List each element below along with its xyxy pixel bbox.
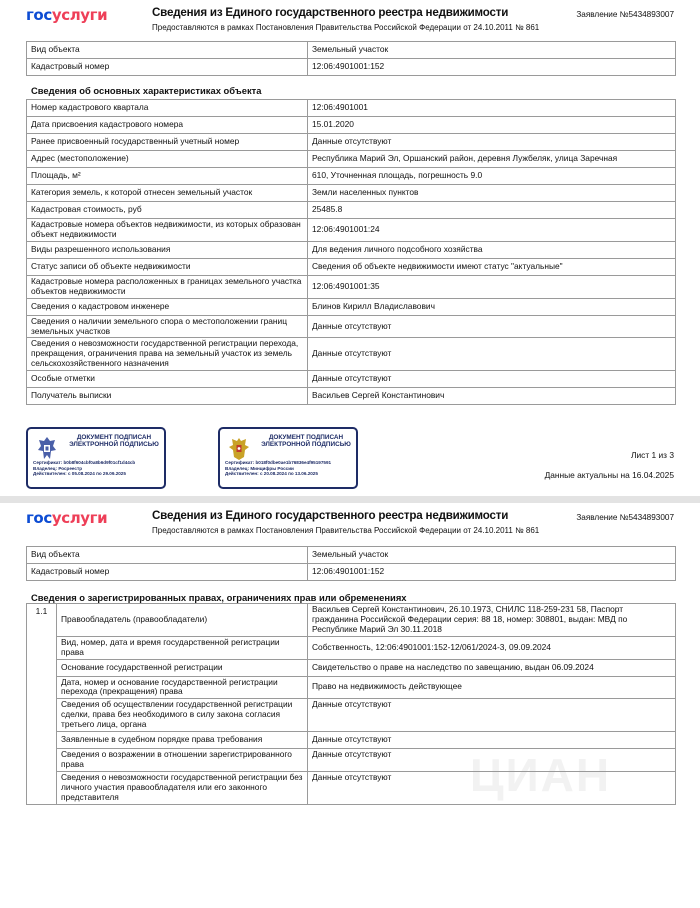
table-row: Вид, номер, дата и время государственной регистрации права Собственность, 12:06:4901001:152-12/061/2024-3, 09.09.2024: [27, 636, 676, 659]
table-row: Вид объекта Земельный участок: [27, 547, 676, 564]
table-row: Кадастровый номер 12:06:4901001:152: [27, 59, 676, 76]
table-row: Сведения о наличии земельного спора о местоположении границ земельных участков Данные отсутствуют: [27, 315, 676, 338]
table-row: Сведения о кадастровом инженере Блинов Кирилл Владиславович: [27, 298, 676, 315]
gosuslugi-logo: госуслуги: [26, 509, 108, 527]
russian-coat-of-arms-icon: [228, 435, 250, 463]
table-row: Вид объекта Земельный участок: [27, 42, 676, 59]
table-row: Особые отметки Данные отсутствуют: [27, 371, 676, 388]
electronic-signature-stamp-rosreestr: ДОКУМЕНТ ПОДПИСАН ЭЛЕКТРОННОЙ ПОДПИСЬЮ Сертификат: b0b8f604cbf0a8b6d9f01cf1d44cb Владелец: Росреестр Действителен: с 05.08.2024 по 29.09.2025: [26, 427, 166, 489]
rights-table: [26, 603, 676, 805]
page-header: [0, 503, 700, 541]
table-row: Сведения об осуществлении государственной регистрации сделки, права без необходимого в силу закона согласия третьего лица, органа Данные отсутствуют: [27, 699, 676, 732]
page-number: Лист 1 из 3: [630, 450, 674, 460]
document-title: Сведения из Единого государственного реестра недвижимости: [152, 6, 509, 19]
object-identity-table: [26, 546, 676, 581]
main-characteristics-heading: Сведения об основных характеристиках объекта: [31, 85, 262, 96]
application-number: Заявление №5434893007: [576, 10, 674, 19]
table-row: Кадастровые номера объектов недвижимости, из которых образован объект недвижимости 12:06:4901001:24: [27, 219, 676, 242]
data-actual-date: Данные актуальны на 16.04.2025: [544, 470, 674, 480]
table-row: Сведения о невозможности государственной регистрации без личного участия правообладателя или его законного представителя Данные отсутствуют: [27, 771, 676, 804]
object-identity-table: [26, 41, 676, 76]
table-row: Площадь, м² 610, Уточненная площадь, погрешность 9.0: [27, 168, 676, 185]
table-row: Сведения о невозможности государственной регистрации перехода, прекращения, ограничения права на земельный участок из земель сельскохозяйственного назначения Данные отсутствуют: [27, 338, 676, 371]
table-row: Дата присвоения кадастрового номера 15.01.2020: [27, 117, 676, 134]
document-page-2: [0, 503, 700, 908]
table-row: Категория земель, к которой отнесен земельный участок Земли населенных пунктов: [27, 185, 676, 202]
table-row: Дата, номер и основание государственной регистрации перехода (прекращения) права Право на недвижимость действующее: [27, 676, 676, 699]
table-row: Адрес (местоположение) Республика Марий Эл, Оршанский район, деревня Лужбеляк, улица Заречная: [27, 151, 676, 168]
rights-section-heading: Сведения о зарегистрированных правах, ограничениях прав или обременениях: [31, 592, 407, 603]
table-row: Основание государственной регистрации Свидетельство о праве на наследство по завещанию, выдан 06.09.2024: [27, 659, 676, 676]
table-row: Кадастровые номера расположенных в границах земельного участка объектов недвижимости 12:06:4901001:35: [27, 275, 676, 298]
page-header: [0, 0, 700, 38]
table-row: Заявленные в судебном порядке права требования Данные отсутствуют: [27, 732, 676, 749]
document-subtitle: Предоставляются в рамках Постановления Правительства Российской Федерации от 24.10.2011 № 861: [152, 23, 540, 32]
rights-entry-number: 1.1: [27, 604, 57, 805]
table-row: Получатель выписки Васильев Сергей Константинович: [27, 388, 676, 405]
watermark: ЦИАН: [470, 749, 612, 801]
application-number: Заявление №5434893007: [576, 513, 674, 522]
table-row: Ранее присвоенный государственный учетный номер Данные отсутствуют: [27, 134, 676, 151]
document-title: Сведения из Единого государственного реестра недвижимости: [152, 509, 509, 522]
document-subtitle: Предоставляются в рамках Постановления Правительства Российской Федерации от 24.10.2011 № 861: [152, 526, 540, 535]
table-row: Кадастровая стоимость, руб 25485.8: [27, 202, 676, 219]
table-row: Виды разрешенного использования Для ведения личного подсобного хозяйства: [27, 241, 676, 258]
table-row: Номер кадастрового квартала 12:06:4901001: [27, 100, 676, 117]
table-row: Кадастровый номер 12:06:4901001:152: [27, 564, 676, 581]
gosuslugi-logo: госуслуги: [26, 6, 108, 24]
rosreestr-emblem-icon: [36, 435, 58, 463]
main-characteristics-table: [26, 99, 676, 405]
table-row: 1.1 Правообладатель (правообладатели) Васильев Сергей Константинович, 26.10.1973, СНИЛС 118-259-231 58, Паспорт гражданина Российской Федерации серия: 88 18, номер: 308801, выдан: МВД по Республике Марий Эл 30.11.2018: [27, 604, 676, 637]
table-row: Статус записи об объекте недвижимости Сведения об объекте недвижимости имеют статус "актуальные": [27, 258, 676, 275]
electronic-signature-stamp-mintsifry: ДОКУМЕНТ ПОДПИСАН ЭЛЕКТРОННОЙ ПОДПИСЬЮ Сертификат: b018f0dbe0ae1b76836e4f95197591 Владелец: Минцифры России Действителен: с 20.08.2024 по 13.06.2025: [218, 427, 358, 489]
table-row: Сведения о возражении в отношении зарегистрированного права Данные отсутствуют: [27, 749, 676, 772]
